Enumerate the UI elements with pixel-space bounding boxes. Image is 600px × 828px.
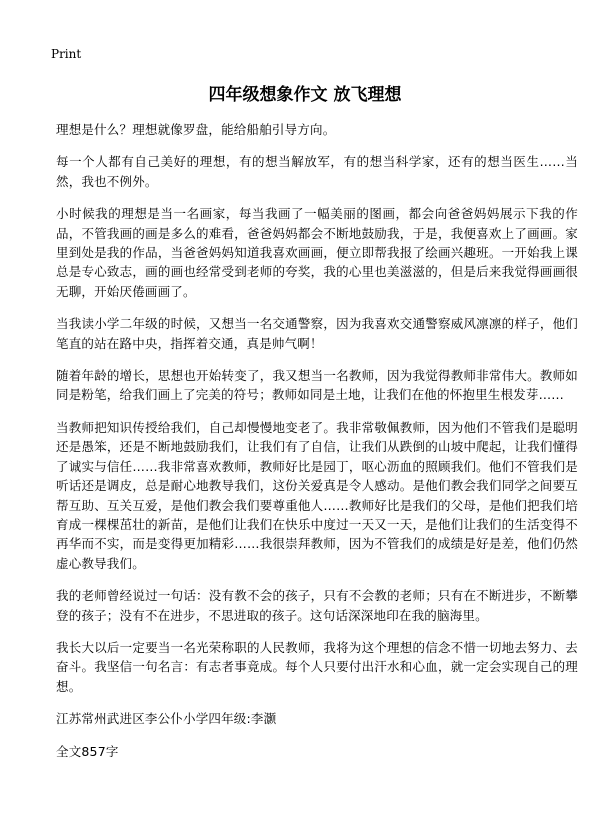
word-count: 全文857字 — [56, 743, 119, 759]
print-link[interactable]: Print — [51, 47, 82, 61]
paragraph-painter-dream: 小时候我的理想是当一名画家，每当我画了一幅美丽的图画，都会向爸爸妈妈展示下我的作品，不管我画的画是多么的难看，爸爸妈妈都会不断地鼓励我，于是，我便喜欢上了画画。家里到处是我的作品，当爸爸妈妈知道我喜欢画画，便立即帮我报了绘画兴趣班。一开始我上课总是专心致志，画的画也经常受到老师的夸奖，我的心里也美滋滋的，但是后来我觉得画画很无聊，开始厌倦画画了。 — [56, 206, 578, 299]
paragraph-teacher-quote: 我的老师曾经说过一句话：没有教不会的孩子，只有不会教的老师；只有在不断进步，不断攀登的孩子；没有不在进步，不思进取的孩子。这句话深深地印在我的脑海里。 — [56, 588, 578, 623]
paragraph-teacher-dream: 随着年龄的增长，思想也开始转变了，我又想当一名教师，因为我觉得教师非常伟大。教师如同是粉笔，给我们画上了完美的符号；教师如同是土地，让我们在他的怀抱里生根发芽…… — [56, 368, 578, 403]
paragraph-everyone-dreams: 每一个人都有自己美好的理想，有的想当解放军，有的想当科学家，还有的想当医生……当然，我也不例外。 — [56, 154, 578, 189]
paragraph-intro: 理想是什么？理想就像罗盘，能给船舶引导方向。 — [56, 122, 336, 137]
paragraph-teacher-praise: 当教师把知识传授给我们，自己却慢慢地变老了。我非常敬佩教师，因为他们不管我们是聪明还是愚笨，还是不断地鼓励我们，让我们有了自信，让我们从跌倒的山坡中爬起，让我们懂得了诚实与信任……我非常喜欢教师，教师好比是园丁，呕心沥血的照顾我们。他们不管我们是听话还是调皮，总是耐心地教导我们，这份关爱真是令人感动。是他们教会我们同学之间要互帮互助、互关互爱，是他们教会我们要尊重他人……教师好比是我们的父母，是他们把我们培育成一棵棵茁壮的新苗，是他们让我们在快乐中度过一天又一天，是他们让我们的生活变得不再华而不实，而是变得更加精彩……我很崇拜教师，因为不管我们的成绩是好是差，他们仍然虚心教导我们。 — [56, 419, 578, 571]
author-line: 江苏常州武进区李公仆小学四年级:李灏 — [56, 711, 277, 727]
paragraph-conclusion: 我长大以后一定要当一名光荣称职的人民教师，我将为这个理想的信念不惜一切地去努力、去奋斗。我坚信一句名言：有志者事竟成。每个人只要付出汗水和心血，就一定会实现自己的理想。 — [56, 639, 578, 694]
page-title: 四年级想象作文 放飞理想 — [208, 85, 402, 105]
paragraph-police-dream: 当我读小学二年级的时候，又想当一名交通警察，因为我喜欢交通警察威风凛凛的样子，他们笔直的站在路中央，指挥着交通，真是帅气啊！ — [56, 316, 578, 351]
article-body — [56, 120, 578, 774]
